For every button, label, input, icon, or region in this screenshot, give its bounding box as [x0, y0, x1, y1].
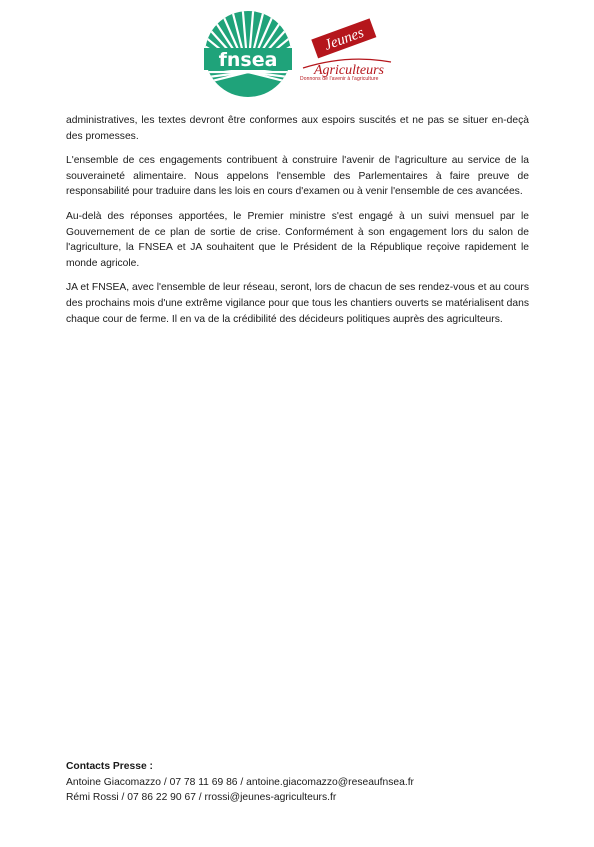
contact-line: Rémi Rossi / 07 86 22 90 67 / rrossi@jeunes-agriculteurs.fr	[66, 792, 337, 804]
body-paragraph: Au-delà des réponses apportées, le Premier ministre s'est engagé à un suivi mensuel par le Gouvernement de ce plan de sortie de crise. Conformément à son engagement lors du salon de l'agriculture, la FNSEA et JA souhaitent que le Président de la République reçoive rapidement le monde agricole.	[66, 210, 529, 269]
body-paragraph: administratives, les textes devront être conformes aux espoirs suscités et ne pas se situer en-deçà des promesses.	[66, 115, 529, 142]
ja-logo-tagline: Donnons de l'avenir à l'agriculture	[300, 76, 379, 82]
contact-line: Antoine Giacomazzo / 07 78 11 69 86 / antoine.giacomazzo@reseaufnsea.fr	[66, 776, 414, 788]
ja-logo-line2: Agriculteurs	[314, 63, 384, 78]
contacts-title: Contacts Presse :	[66, 761, 153, 772]
ja-logo-line1: Jeunes	[322, 24, 367, 54]
press-contacts	[66, 759, 414, 806]
fnsea-logo	[204, 10, 292, 98]
ja-logo-banner	[311, 18, 376, 58]
body-paragraph: L'ensemble de ces engagements contribuent à construire l'avenir de l'agriculture au service de la souveraineté alimentaire. Nous appelons l'ensemble des Parlementaires à faire preuve de responsabilité pour traduire dans les lois en cours d'examen ou à venir l'ensemble de ces avancées.	[66, 155, 529, 198]
press-release-body	[66, 113, 529, 336]
page-header	[0, 0, 594, 100]
fnsea-logo-text: fnsea	[218, 49, 278, 71]
body-paragraph: JA et FNSEA, avec l'ensemble de leur réseau, seront, lors de chacun de ses rendez-vous et au cours des prochains mois d'une extrême vigilance pour que tous les chantiers ouverts se matérialisent dans chaque cour de ferme. Il en va de la crédibilité des décideurs politiques auprès des agriculteurs.	[66, 282, 529, 325]
